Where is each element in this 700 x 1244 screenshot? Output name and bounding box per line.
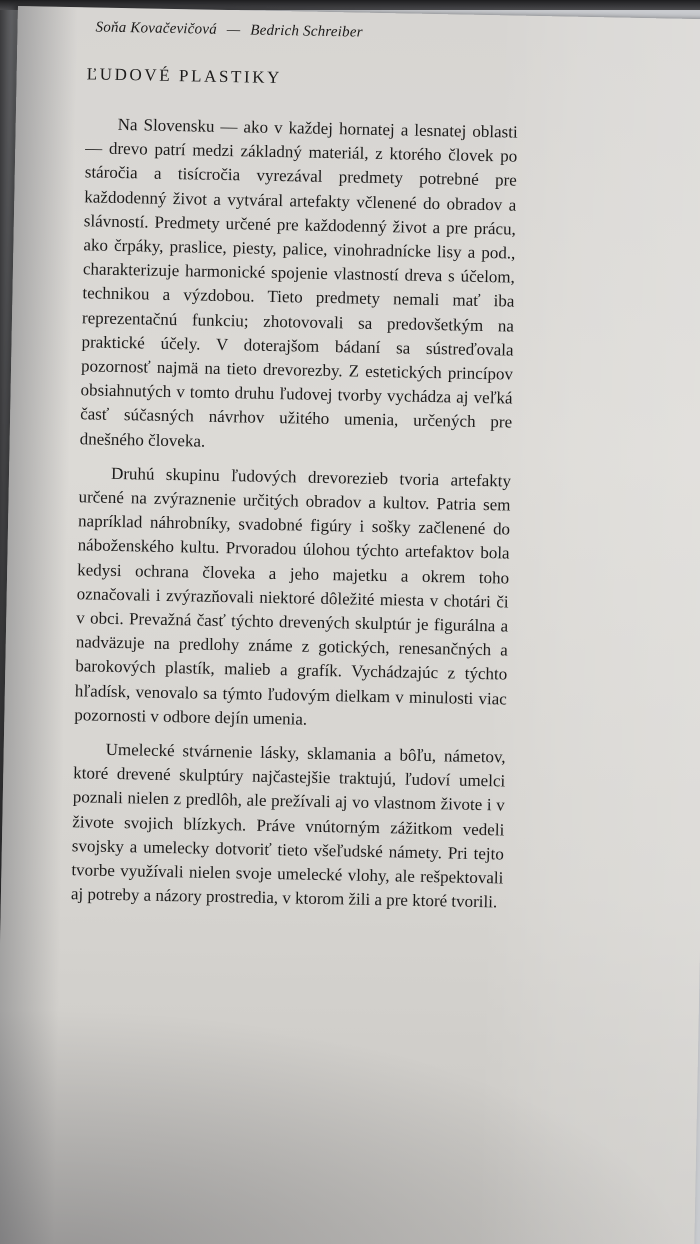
author-name: Soňa Kovačevičová <box>95 19 218 38</box>
text-block <box>71 19 520 925</box>
book-page <box>0 6 700 1244</box>
author-name: Bedrich Schreiber <box>250 22 363 41</box>
paragraph: Umelecké stvárnenie lásky, sklamania a bôľu, námetov, ktoré drevené skulptúry najčastejšie traktujú, ľudoví umelci poznali nielen z predlôh, ale prežívali aj vo vlastnom živote i v živote svojich blízkych. Práve vnútorným zážitkom vedeli svojsky a umelecky dotvoriť tieto všeľudské námety. Pri tejto tvorbe využívali nielen svoje umelecké vlohy, ale rešpektovali aj potreby a názory prostredia, v ktorom žili a pre ktoré tvorili. <box>70 739 506 912</box>
running-header <box>95 19 519 44</box>
page-title: ĽUDOVÉ PLASTIKY <box>86 64 283 88</box>
paragraph: Druhú skupinu ľudových drevorezieb tvoria artefakty určené na zvýraznenie určitých obradov a kultov. Patria sem napríklad náhrobníky, svadobné figúry i sošky začlenené do náboženského kultu. Prvoradou úlohou týchto artefaktov bola kedysi ochrana človeka a jeho majetku a okrem toho označovali i zvýrazňovali niektoré dôležité miesta v chotári či v obci. Prevažná časť týchto drevených skulptúr je figurálna a nadväzuje na predlohy známe z gotických, renesančných a barokových plastík, malieb a grafík. Vychádzajúc z týchto hľadísk, venovalo sa týmto ľudovým dielkam v minulosti viac pozornosti v odbore dejín umenia. <box>74 463 512 729</box>
paragraph: Na Slovensku — ako v každej hornatej a lesnatej oblasti — drevo patrí medzi základný materiál, z ktorého človek po stáročia a tisícročia vyrezával predmety potrebné pre každodenný život a vytváral artefakty včlenené do obradov a slávností. Predmety určené pre každodenný život a pre prácu, ako črpáky, praslice, piesty, palice, vinohradnícke lisy a pod., charakterizuje harmonické spojenie vlastností dreva s účelom, technikou a výzdobou. Tieto predmety nemali mať iba reprezentačnú funkciu; zhotovovali sa predovšetkým na praktické účely. V doterajšom bádaní sa sústreďovala pozornosť najmä na tieto drevorezby. Z estetických princípov obsiahnutých v tomto druhu ľudovej tvorby vychádza aj veľká časť súčasných návrhov užitého umenia, určených pre dnešného človeka. <box>79 114 518 451</box>
lighting-shadow <box>0 1006 699 1244</box>
author-separator: — <box>226 22 241 39</box>
